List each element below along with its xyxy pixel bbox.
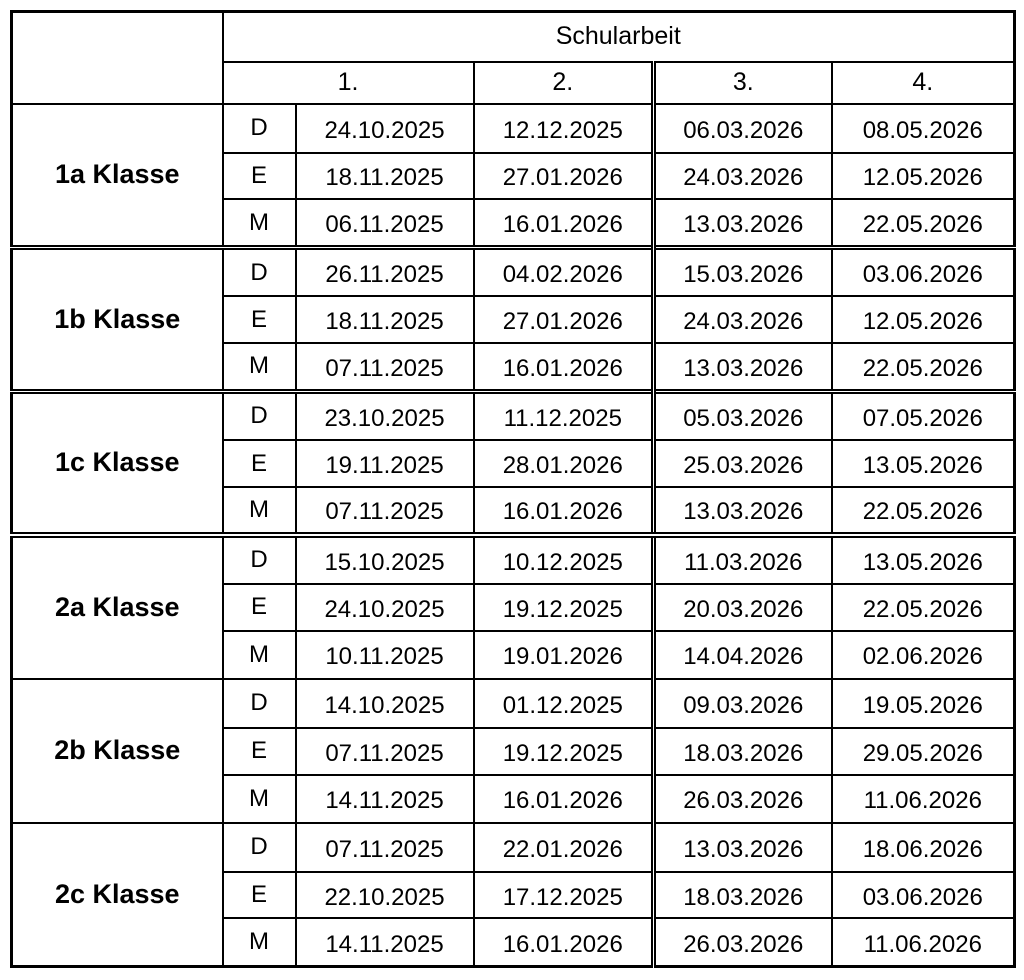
- table-row: [12, 535, 1015, 584]
- date-cell-term-4: 22.05.2026: [832, 487, 1015, 535]
- class-name-cell: 1a Klasse: [12, 104, 223, 248]
- date-cell-term-1: 24.10.2025: [296, 584, 474, 631]
- date-cell-term-2: 19.12.2025: [474, 584, 654, 631]
- subject-cell: E: [223, 440, 296, 487]
- date-cell-term-3: 09.03.2026: [654, 679, 832, 728]
- term-header-2: 2.: [474, 62, 654, 104]
- table-row: [12, 104, 1015, 153]
- subject-cell: D: [223, 247, 296, 296]
- subject-cell: E: [223, 153, 296, 200]
- date-cell-term-1: 07.11.2025: [296, 343, 474, 391]
- date-cell-term-4: 22.05.2026: [832, 199, 1015, 247]
- date-cell-term-1: 14.10.2025: [296, 679, 474, 728]
- date-cell-term-4: 13.05.2026: [832, 535, 1015, 584]
- date-cell-term-3: 13.03.2026: [654, 487, 832, 535]
- date-cell-term-4: 12.05.2026: [832, 296, 1015, 343]
- date-cell-term-1: 24.10.2025: [296, 104, 474, 153]
- date-cell-term-3: 18.03.2026: [654, 872, 832, 919]
- table-row: [12, 247, 1015, 296]
- date-cell-term-1: 26.11.2025: [296, 247, 474, 296]
- date-cell-term-2: 17.12.2025: [474, 872, 654, 919]
- date-cell-term-3: 24.03.2026: [654, 296, 832, 343]
- date-cell-term-2: 16.01.2026: [474, 343, 654, 391]
- subject-cell: D: [223, 391, 296, 440]
- term-header-3: 3.: [654, 62, 832, 104]
- date-cell-term-4: 22.05.2026: [832, 343, 1015, 391]
- date-cell-term-2: 11.12.2025: [474, 391, 654, 440]
- date-cell-term-3: 26.03.2026: [654, 918, 832, 966]
- date-cell-term-3: 14.04.2026: [654, 631, 832, 679]
- date-cell-term-2: 22.01.2026: [474, 823, 654, 872]
- date-cell-term-2: 27.01.2026: [474, 296, 654, 343]
- table-body: [12, 104, 1015, 967]
- date-cell-term-4: 03.06.2026: [832, 872, 1015, 919]
- date-cell-term-3: 18.03.2026: [654, 728, 832, 775]
- subject-cell: D: [223, 104, 296, 153]
- class-name-cell: 2c Klasse: [12, 823, 223, 967]
- subject-cell: M: [223, 343, 296, 391]
- date-cell-term-3: 05.03.2026: [654, 391, 832, 440]
- date-cell-term-4: 13.05.2026: [832, 440, 1015, 487]
- date-cell-term-1: 15.10.2025: [296, 535, 474, 584]
- date-cell-term-3: 15.03.2026: [654, 247, 832, 296]
- date-cell-term-1: 07.11.2025: [296, 823, 474, 872]
- date-cell-term-2: 01.12.2025: [474, 679, 654, 728]
- date-cell-term-1: 14.11.2025: [296, 775, 474, 823]
- date-cell-term-3: 26.03.2026: [654, 775, 832, 823]
- date-cell-term-3: 20.03.2026: [654, 584, 832, 631]
- date-cell-term-2: 16.01.2026: [474, 918, 654, 966]
- date-cell-term-2: 27.01.2026: [474, 153, 654, 200]
- class-name-cell: 2b Klasse: [12, 679, 223, 823]
- subject-cell: M: [223, 918, 296, 966]
- date-cell-term-4: 07.05.2026: [832, 391, 1015, 440]
- table-row: [12, 391, 1015, 440]
- exam-schedule-table: [10, 10, 1016, 968]
- date-cell-term-2: 16.01.2026: [474, 775, 654, 823]
- date-cell-term-2: 19.12.2025: [474, 728, 654, 775]
- date-cell-term-4: 29.05.2026: [832, 728, 1015, 775]
- term-header-1: 1.: [223, 62, 474, 104]
- date-cell-term-4: 11.06.2026: [832, 775, 1015, 823]
- date-cell-term-3: 06.03.2026: [654, 104, 832, 153]
- date-cell-term-4: 08.05.2026: [832, 104, 1015, 153]
- date-cell-term-2: 12.12.2025: [474, 104, 654, 153]
- date-cell-term-1: 06.11.2025: [296, 199, 474, 247]
- class-name-cell: 1b Klasse: [12, 247, 223, 391]
- schularbeit-header: Schularbeit: [223, 12, 1015, 62]
- table-header: [12, 12, 1015, 104]
- date-cell-term-1: 23.10.2025: [296, 391, 474, 440]
- table-row: [12, 823, 1015, 872]
- subject-cell: E: [223, 872, 296, 919]
- date-cell-term-1: 19.11.2025: [296, 440, 474, 487]
- date-cell-term-1: 14.11.2025: [296, 918, 474, 966]
- subject-cell: M: [223, 199, 296, 247]
- date-cell-term-3: 13.03.2026: [654, 199, 832, 247]
- term-header-4: 4.: [832, 62, 1015, 104]
- date-cell-term-2: 16.01.2026: [474, 487, 654, 535]
- date-cell-term-1: 10.11.2025: [296, 631, 474, 679]
- date-cell-term-2: 10.12.2025: [474, 535, 654, 584]
- date-cell-term-2: 28.01.2026: [474, 440, 654, 487]
- subject-cell: D: [223, 823, 296, 872]
- date-cell-term-3: 13.03.2026: [654, 343, 832, 391]
- date-cell-term-4: 02.06.2026: [832, 631, 1015, 679]
- date-cell-term-4: 11.06.2026: [832, 918, 1015, 966]
- subject-cell: E: [223, 728, 296, 775]
- subject-cell: M: [223, 631, 296, 679]
- subject-cell: M: [223, 487, 296, 535]
- subject-cell: D: [223, 679, 296, 728]
- date-cell-term-4: 12.05.2026: [832, 153, 1015, 200]
- date-cell-term-1: 18.11.2025: [296, 153, 474, 200]
- date-cell-term-3: 11.03.2026: [654, 535, 832, 584]
- date-cell-term-3: 25.03.2026: [654, 440, 832, 487]
- subject-cell: D: [223, 535, 296, 584]
- table-row: [12, 679, 1015, 728]
- date-cell-term-1: 07.11.2025: [296, 728, 474, 775]
- date-cell-term-3: 13.03.2026: [654, 823, 832, 872]
- class-name-cell: 1c Klasse: [12, 391, 223, 535]
- date-cell-term-4: 22.05.2026: [832, 584, 1015, 631]
- class-name-cell: 2a Klasse: [12, 535, 223, 679]
- date-cell-term-2: 19.01.2026: [474, 631, 654, 679]
- date-cell-term-2: 04.02.2026: [474, 247, 654, 296]
- subject-cell: M: [223, 775, 296, 823]
- subject-cell: E: [223, 584, 296, 631]
- date-cell-term-4: 03.06.2026: [832, 247, 1015, 296]
- corner-cell: [12, 12, 223, 104]
- date-cell-term-1: 18.11.2025: [296, 296, 474, 343]
- date-cell-term-1: 07.11.2025: [296, 487, 474, 535]
- subject-cell: E: [223, 296, 296, 343]
- date-cell-term-3: 24.03.2026: [654, 153, 832, 200]
- date-cell-term-1: 22.10.2025: [296, 872, 474, 919]
- date-cell-term-2: 16.01.2026: [474, 199, 654, 247]
- date-cell-term-4: 19.05.2026: [832, 679, 1015, 728]
- date-cell-term-4: 18.06.2026: [832, 823, 1015, 872]
